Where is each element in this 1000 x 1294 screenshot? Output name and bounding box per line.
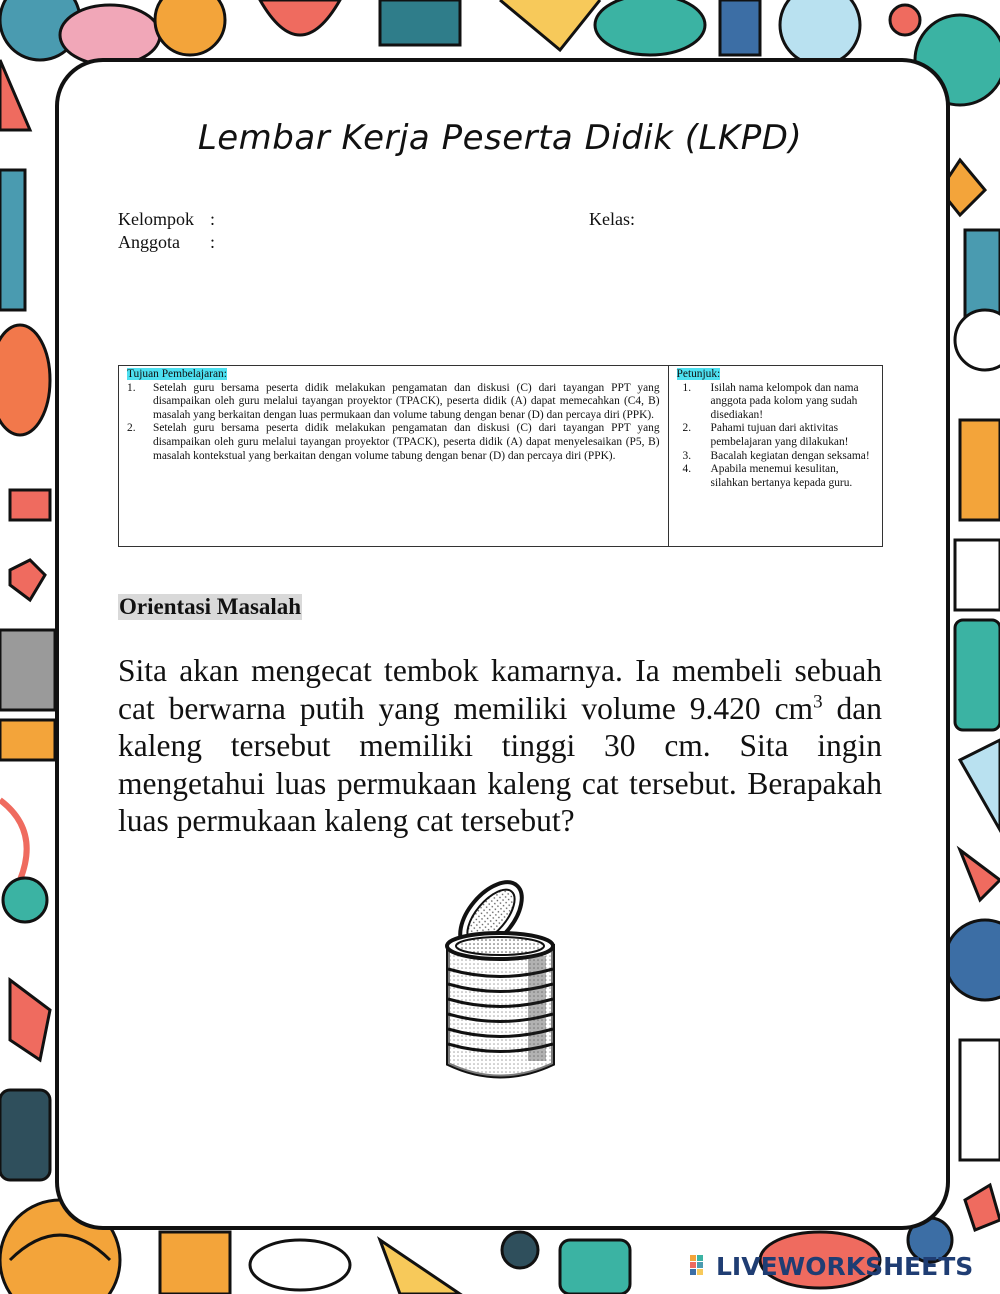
class-label: Kelas: [589,209,635,229]
page-title: Lembar Kerja Peserta Didik (LKPD) [197,118,803,158]
item-number: 2. [682,422,692,435]
learning-goals-heading: Tujuan Pembelajaran: [127,368,227,380]
item-text: Apabila menemui kesulitan, silahkan bertanya kepada guru. [710,463,853,489]
problem-text-part2: dan kaleng tersebut memiliki tinggi 30 cm. Sita ingin mengetahui luas permukaan kaleng cat tersebut. Berapakah luas permukaan kaleng cat tersebut? [118,690,882,839]
instructions-list [677,382,876,491]
item-number: 3. [682,449,692,462]
item-text: Isilah nama kelompok dan nama anggota pada kolom yang sudah disediakan! [710,381,859,421]
list-item [677,450,876,464]
item-number: 4. [682,463,692,476]
list-item [127,422,660,463]
item-text: Bacalah kegiatan dengan seksama! [710,449,870,462]
section-heading: Orientasi Masalah [119,594,302,619]
members-label: Anggota [118,232,180,252]
goals-table [118,365,883,547]
item-number: 2. [127,422,136,435]
learning-goals-column [119,366,669,546]
item-text: Setelah guru bersama peserta didik melakukan pengamatan dan diskusi (C) dari tayangan PPT yang disampaikan oleh guru melalui tayangan proyektor (TPACK), peserta didik (A) dapat memecahkan (C4, B) masalah yang berkaitan dengan luas permukaan dan volume tabung dengan benar (D) dan percaya diri (PPK). [153,381,660,421]
instructions-column [669,366,882,546]
list-item [127,382,660,423]
list-item [677,463,876,490]
group-colon: : [210,209,216,229]
learning-goals-list [127,382,660,464]
members-field [118,232,215,253]
item-number: 1. [127,381,136,394]
list-item [677,422,876,449]
tin-can-illustration [436,874,566,1084]
group-field [118,209,215,230]
problem-text [118,652,882,840]
brand-name: LIVEWORKSHEETS [716,1252,974,1281]
superscript: 3 [813,691,823,713]
liveworksheets-icon [690,1255,712,1279]
members-colon: : [210,232,216,252]
item-text: Setelah guru bersama peserta didik melakukan pengamatan dan diskusi (C) dari tayangan PPT yang disampaikan oleh guru melalui tayangan proyektor (TPACK), peserta didik (A) dapat menyelesaikan (P5, B) masalah kontekstual yang berkaitan dengan volume tabung dengan benar (D) dan percaya diri (PPK). [153,422,660,462]
item-text: Pahami tujuan dari aktivitas pembelajaran yang dilakukan! [710,422,849,448]
list-item [677,382,876,423]
instructions-heading: Petunjuk: [676,368,721,380]
group-label: Kelompok [118,209,194,229]
liveworksheets-logo [690,1252,973,1281]
problem-text-part1: Sita akan mengecat tembok kamarnya. Ia membeli sebuah cat berwarna putih yang memiliki volume 9.420 cm [118,653,882,726]
item-number: 1. [682,381,692,394]
